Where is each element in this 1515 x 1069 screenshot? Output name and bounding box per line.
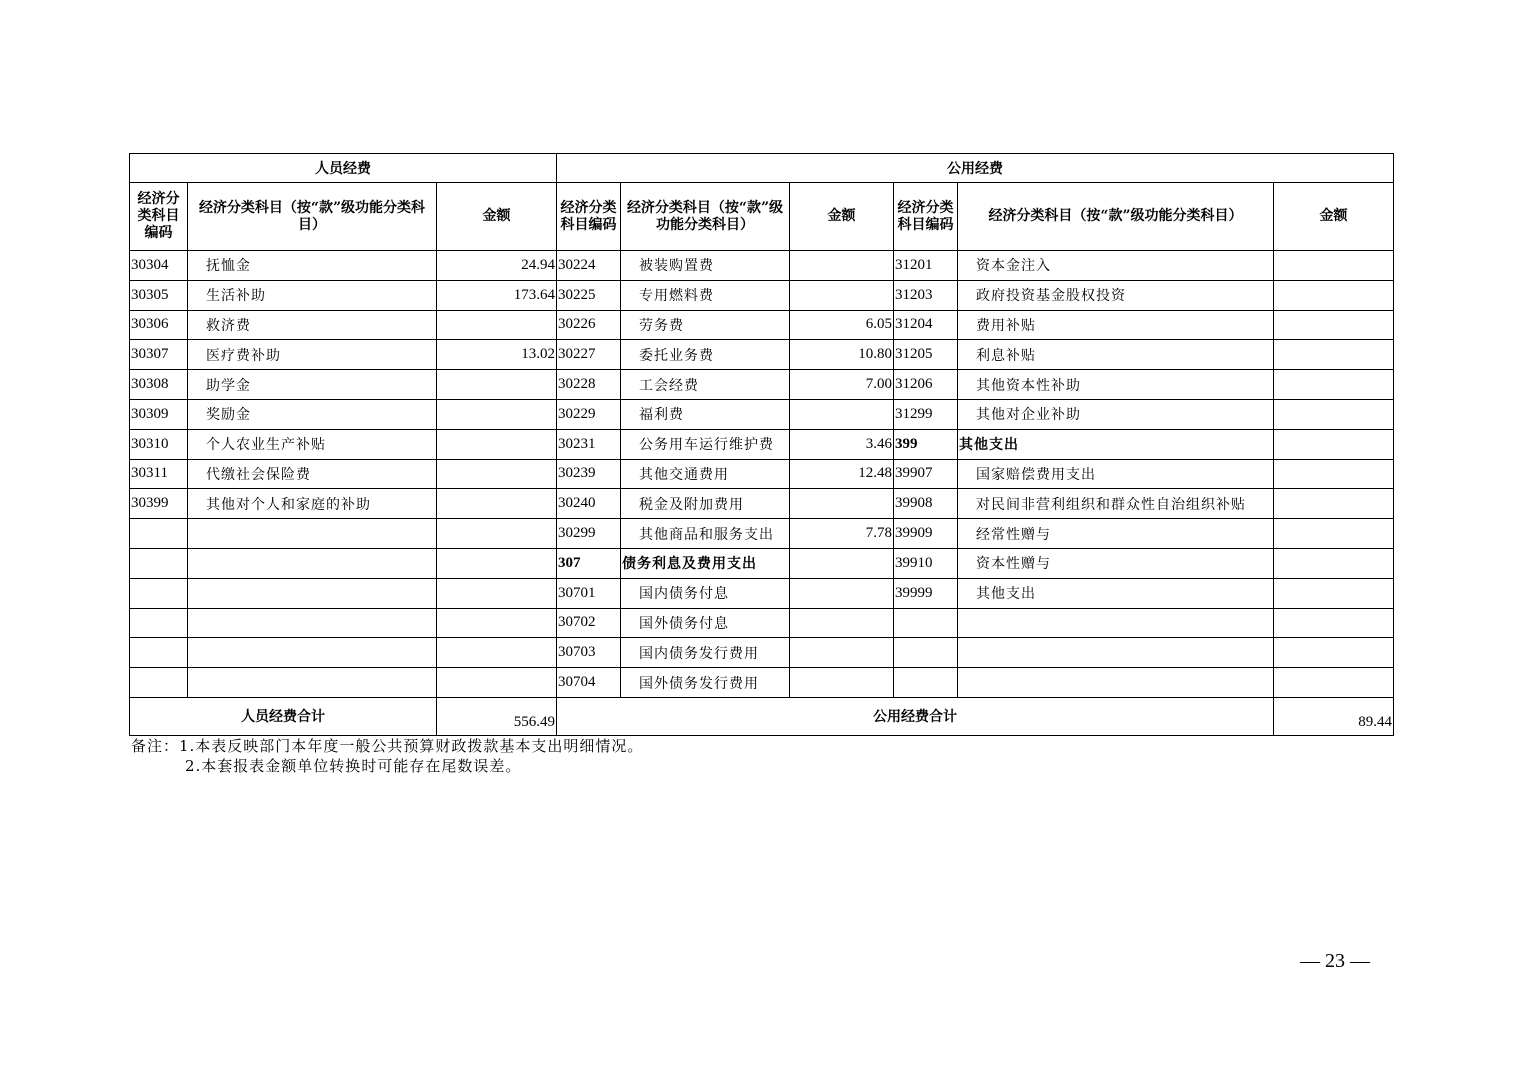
item-column-header: 经济分类科目（按“款”级功能分类科目）	[188, 183, 437, 251]
personnel-code-cell	[130, 668, 188, 698]
personnel-code-cell	[130, 548, 188, 578]
public-amount-cell: 7.00	[790, 370, 894, 400]
personnel-code-cell: 30307	[130, 340, 188, 370]
public-amount-cell	[790, 280, 894, 310]
personnel-code-cell: 30399	[130, 489, 188, 519]
other-item-cell: 其他资本性补助	[958, 370, 1274, 400]
table-row	[130, 429, 1394, 459]
personnel-total-label: 人员经费合计	[130, 697, 437, 735]
table-row	[130, 370, 1394, 400]
other-amount-cell	[1274, 548, 1394, 578]
other-item-cell: 对民间非营利组织和群众性自治组织补贴	[958, 489, 1274, 519]
public-amount-cell: 12.48	[790, 459, 894, 489]
personnel-amount-cell: 24.94	[437, 251, 557, 281]
other-amount-cell	[1274, 608, 1394, 638]
public-code-cell: 307	[557, 548, 621, 578]
other-item-cell	[958, 668, 1274, 698]
other-amount-cell	[1274, 310, 1394, 340]
public-code-cell: 30704	[557, 668, 621, 698]
public-code-cell: 30229	[557, 399, 621, 429]
public-amount-cell: 3.46	[790, 429, 894, 459]
public-code-cell: 30228	[557, 370, 621, 400]
other-code-cell: 31299	[894, 399, 958, 429]
personnel-item-cell: 生活补助	[188, 280, 437, 310]
personnel-item-cell: 个人农业生产补贴	[188, 429, 437, 459]
personnel-code-cell: 30311	[130, 459, 188, 489]
note-line-2: 2.本套报表金额单位转换时可能存在尾数误差。	[185, 757, 522, 775]
other-amount-cell	[1274, 429, 1394, 459]
public-item-cell: 专用燃料费	[621, 280, 790, 310]
personnel-code-cell: 30309	[130, 399, 188, 429]
personnel-code-cell	[130, 608, 188, 638]
other-item-cell: 资本金注入	[958, 251, 1274, 281]
public-item-cell: 债务利息及费用支出	[621, 548, 790, 578]
public-code-cell: 30701	[557, 578, 621, 608]
personnel-amount-cell	[437, 638, 557, 668]
public-code-cell: 30299	[557, 519, 621, 549]
personnel-amount-cell	[437, 668, 557, 698]
personnel-code-cell	[130, 638, 188, 668]
table-row	[130, 251, 1394, 281]
other-item-cell: 其他对企业补助	[958, 399, 1274, 429]
other-code-cell: 31201	[894, 251, 958, 281]
public-item-cell: 国内债务发行费用	[621, 638, 790, 668]
personnel-item-cell: 医疗费补助	[188, 340, 437, 370]
other-code-cell	[894, 668, 958, 698]
public-total-value: 89.44	[1274, 697, 1394, 735]
personnel-item-cell: 奖励金	[188, 399, 437, 429]
other-amount-cell	[1274, 280, 1394, 310]
table-row	[130, 668, 1394, 698]
public-code-cell: 30240	[557, 489, 621, 519]
table-row	[130, 608, 1394, 638]
table-row	[130, 548, 1394, 578]
personnel-header: 人员经费	[130, 154, 557, 183]
personnel-amount-cell	[437, 608, 557, 638]
other-code-cell: 399	[894, 429, 958, 459]
personnel-amount-cell	[437, 578, 557, 608]
personnel-item-cell	[188, 548, 437, 578]
other-amount-cell	[1274, 489, 1394, 519]
personnel-amount-cell	[437, 370, 557, 400]
personnel-item-cell	[188, 578, 437, 608]
public-code-cell: 30703	[557, 638, 621, 668]
personnel-code-cell: 30310	[130, 429, 188, 459]
personnel-item-cell: 助学金	[188, 370, 437, 400]
other-code-cell: 39907	[894, 459, 958, 489]
other-item-cell: 其他支出	[958, 429, 1274, 459]
public-total-label: 公用经费合计	[557, 697, 1274, 735]
amount-column-header: 金额	[790, 183, 894, 251]
other-code-cell: 31205	[894, 340, 958, 370]
personnel-code-cell: 30305	[130, 280, 188, 310]
personnel-amount-cell	[437, 310, 557, 340]
personnel-total-value: 556.49	[437, 697, 557, 735]
public-item-cell: 国内债务付息	[621, 578, 790, 608]
other-code-cell: 39910	[894, 548, 958, 578]
personnel-item-cell: 救济费	[188, 310, 437, 340]
public-item-cell: 被装购置费	[621, 251, 790, 281]
personnel-code-cell: 30304	[130, 251, 188, 281]
other-amount-cell	[1274, 370, 1394, 400]
public-code-cell: 30227	[557, 340, 621, 370]
public-amount-cell	[790, 668, 894, 698]
other-item-cell	[958, 638, 1274, 668]
other-item-cell: 其他支出	[958, 578, 1274, 608]
expenditure-table	[129, 153, 1394, 736]
public-item-cell: 工会经费	[621, 370, 790, 400]
code-column-header: 经济分类科目编码	[557, 183, 621, 251]
public-code-cell: 30226	[557, 310, 621, 340]
public-amount-cell: 6.05	[790, 310, 894, 340]
other-amount-cell	[1274, 638, 1394, 668]
public-header: 公用经费	[557, 154, 1394, 183]
public-item-cell: 其他交通费用	[621, 459, 790, 489]
other-item-cell: 费用补贴	[958, 310, 1274, 340]
personnel-amount-cell	[437, 548, 557, 578]
public-item-cell: 公务用车运行维护费	[621, 429, 790, 459]
other-amount-cell	[1274, 578, 1394, 608]
public-amount-cell	[790, 399, 894, 429]
group-header-row	[130, 154, 1394, 183]
public-amount-cell	[790, 251, 894, 281]
public-amount-cell	[790, 548, 894, 578]
personnel-item-cell	[188, 519, 437, 549]
other-amount-cell	[1274, 459, 1394, 489]
personnel-code-cell: 30306	[130, 310, 188, 340]
personnel-code-cell: 30308	[130, 370, 188, 400]
table-row	[130, 638, 1394, 668]
personnel-amount-cell	[437, 489, 557, 519]
public-code-cell: 30702	[557, 608, 621, 638]
other-code-cell: 31204	[894, 310, 958, 340]
public-code-cell: 30239	[557, 459, 621, 489]
table-row	[130, 489, 1394, 519]
other-item-cell: 资本性赠与	[958, 548, 1274, 578]
personnel-item-cell: 其他对个人和家庭的补助	[188, 489, 437, 519]
personnel-amount-cell: 173.64	[437, 280, 557, 310]
public-item-cell: 福利费	[621, 399, 790, 429]
other-code-cell: 39909	[894, 519, 958, 549]
personnel-item-cell: 抚恤金	[188, 251, 437, 281]
other-item-cell: 利息补贴	[958, 340, 1274, 370]
public-code-cell: 30231	[557, 429, 621, 459]
other-code-cell: 31206	[894, 370, 958, 400]
other-amount-cell	[1274, 340, 1394, 370]
amount-column-header: 金额	[437, 183, 557, 251]
personnel-item-cell	[188, 638, 437, 668]
public-item-cell: 劳务费	[621, 310, 790, 340]
public-amount-cell: 10.80	[790, 340, 894, 370]
personnel-amount-cell	[437, 429, 557, 459]
page-number: — 23 —	[1300, 950, 1370, 972]
other-item-cell: 经常性赠与	[958, 519, 1274, 549]
total-row	[130, 697, 1394, 735]
table-row	[130, 310, 1394, 340]
other-code-cell: 31203	[894, 280, 958, 310]
public-item-cell: 国外债务付息	[621, 608, 790, 638]
public-amount-cell: 7.78	[790, 519, 894, 549]
notes	[131, 736, 643, 776]
code-column-header: 经济分类科目编码	[894, 183, 958, 251]
other-amount-cell	[1274, 668, 1394, 698]
personnel-amount-cell	[437, 399, 557, 429]
other-code-cell: 39999	[894, 578, 958, 608]
other-item-cell	[958, 608, 1274, 638]
other-amount-cell	[1274, 519, 1394, 549]
personnel-item-cell	[188, 668, 437, 698]
note-line-1: 备注：1.本表反映部门本年度一般公共预算财政拨款基本支出明细情况。	[131, 737, 644, 755]
other-amount-cell	[1274, 251, 1394, 281]
other-code-cell: 39908	[894, 489, 958, 519]
public-amount-cell	[790, 489, 894, 519]
other-code-cell	[894, 638, 958, 668]
personnel-amount-cell	[437, 459, 557, 489]
item-column-header: 经济分类科目（按“款”级功能分类科目）	[958, 183, 1274, 251]
personnel-amount-cell: 13.02	[437, 340, 557, 370]
item-column-header: 经济分类科目（按“款”级功能分类科目）	[621, 183, 790, 251]
other-item-cell: 国家赔偿费用支出	[958, 459, 1274, 489]
other-code-cell	[894, 608, 958, 638]
personnel-code-cell	[130, 578, 188, 608]
public-item-cell: 国外债务发行费用	[621, 668, 790, 698]
column-header-row	[130, 183, 1394, 251]
other-amount-cell	[1274, 399, 1394, 429]
public-item-cell: 税金及附加费用	[621, 489, 790, 519]
table-row	[130, 578, 1394, 608]
public-item-cell: 委托业务费	[621, 340, 790, 370]
personnel-item-cell: 代缴社会保险费	[188, 459, 437, 489]
personnel-code-cell	[130, 519, 188, 549]
public-item-cell: 其他商品和服务支出	[621, 519, 790, 549]
table-row	[130, 340, 1394, 370]
code-column-header: 经济分类科目编码	[130, 183, 188, 251]
amount-column-header: 金额	[1274, 183, 1394, 251]
table-row	[130, 519, 1394, 549]
public-amount-cell	[790, 578, 894, 608]
public-code-cell: 30225	[557, 280, 621, 310]
table-row	[130, 459, 1394, 489]
public-code-cell: 30224	[557, 251, 621, 281]
personnel-item-cell	[188, 608, 437, 638]
public-amount-cell	[790, 608, 894, 638]
table-row	[130, 280, 1394, 310]
personnel-amount-cell	[437, 519, 557, 549]
public-amount-cell	[790, 638, 894, 668]
table-row	[130, 399, 1394, 429]
other-item-cell: 政府投资基金股权投资	[958, 280, 1274, 310]
